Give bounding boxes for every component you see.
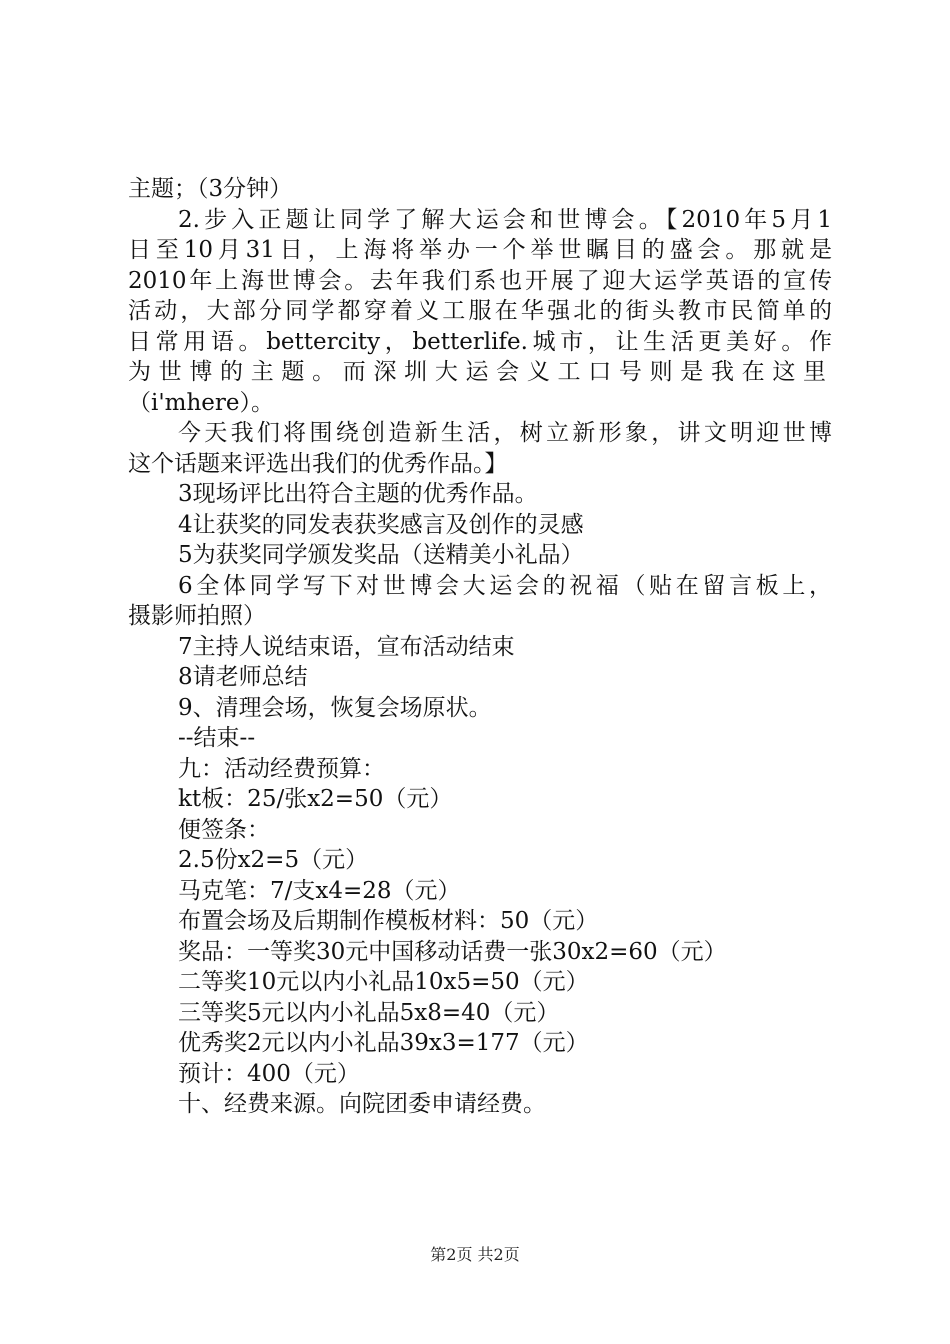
text-line: 摄影师拍照）	[128, 603, 266, 629]
text-line: --结束--	[178, 725, 256, 751]
text-line: 2010年上海世博会。去年我们系也开展了迎大运学英语的宣传	[128, 267, 832, 294]
text-line: 9、清理会场，恢复会场原状。	[178, 694, 492, 721]
text-line: 预计：400（元）	[178, 1060, 360, 1087]
text-line: 2.5份x2=5（元）	[178, 847, 369, 873]
text-line: 布置会场及后期制作模板材料：50（元）	[178, 908, 599, 934]
text-line: 十、经费来源。向院团委申请经费。	[178, 1091, 546, 1117]
text-line: 日至10月31日，上海将举办一个举世瞩目的盛会。那就是	[128, 237, 832, 263]
page-footer: 第2页 共2页	[430, 1245, 520, 1264]
text-line: 3现场评比出符合主题的优秀作品。	[178, 481, 538, 507]
text-line: 2.步入正题让同学了解大运会和世博会。【2010年5月1	[178, 206, 832, 233]
text-line: 三等奖5元以内小礼品5x8=40（元）	[178, 999, 560, 1026]
text-line: 8请老师总结	[178, 664, 308, 690]
text-line: 为世博的主题。而深圳大运会义工口号则是我在这里	[128, 359, 832, 385]
text-line: 主题；（3分钟）	[128, 176, 293, 202]
text-line: 日常用语。bettercity，betterlife.城市，让生活更美好。作	[128, 328, 832, 355]
text-line: 马克笔：7/支x4=28（元）	[178, 877, 461, 904]
text-line: 5为获奖同学颁发奖品（送精美小礼品）	[178, 542, 584, 568]
text-line: 4让获奖的同发表获奖感言及创作的灵感	[178, 511, 584, 538]
text-line: 活动，大部分同学都穿着义工服在华强北的街头教市民简单的	[128, 298, 832, 324]
document-body	[128, 174, 832, 1120]
text-line: 奖品：一等奖30元中国移动话费一张30x2=60（元）	[178, 938, 727, 965]
text-line: 6全体同学写下对世博会大运会的祝福（贴在留言板上，	[178, 572, 832, 599]
text-line: （i'mhere）。	[128, 389, 275, 416]
text-line: 九：活动经费预算：	[178, 755, 385, 782]
text-line: 优秀奖2元以内小礼品39x3=177（元）	[178, 1030, 589, 1056]
text-line: 这个话题来评选出我们的优秀作品。】	[128, 450, 508, 477]
text-line: 今天我们将围绕创造新生活，树立新形象，讲文明迎世博	[178, 420, 832, 446]
text-line: 二等奖10元以内小礼品10x5=50（元）	[178, 969, 589, 995]
text-line: 7主持人说结束语，宣布活动结束	[178, 633, 515, 660]
text-line: 便签条：	[178, 816, 270, 843]
text-line: kt板：25/张x2=50（元）	[178, 786, 453, 812]
